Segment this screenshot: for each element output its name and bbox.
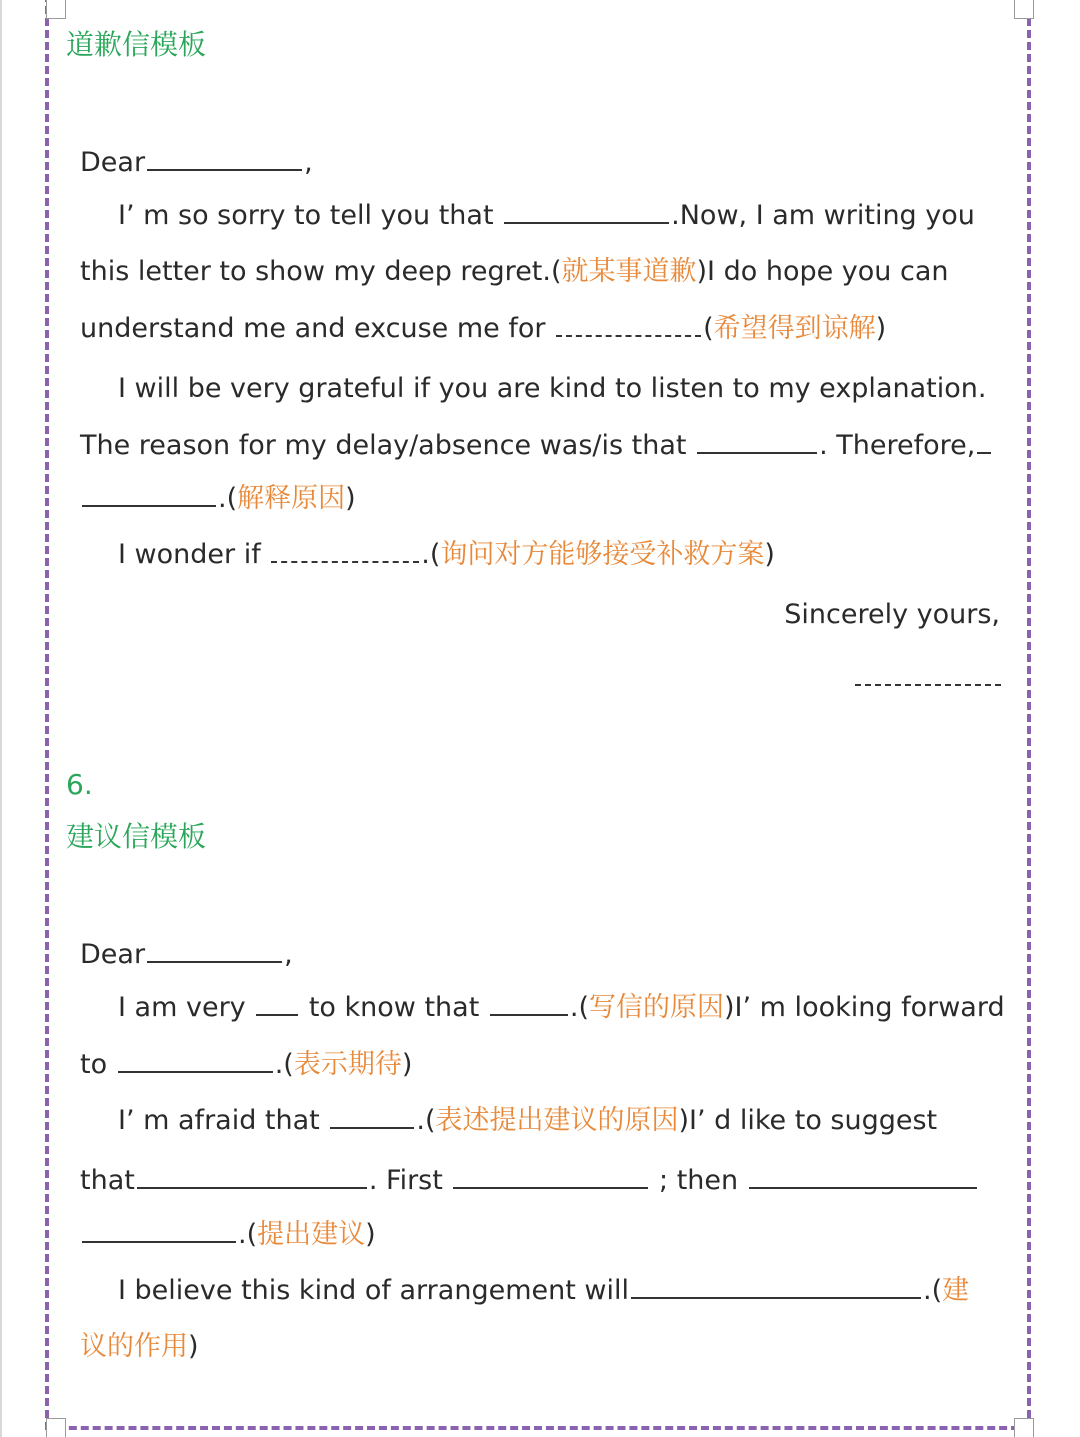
dear-text: Dear <box>80 939 146 970</box>
blank-line <box>697 428 817 454</box>
text: .( <box>238 1219 258 1250</box>
blank-line <box>977 428 991 454</box>
cn-hint: 希望得到谅解 <box>713 313 876 344</box>
text: to know that <box>308 992 480 1023</box>
apology-heading: 道歉信模板 <box>66 28 207 61</box>
cn-hint: 写信的原因 <box>589 992 725 1023</box>
cn-hint: 就某事道歉 <box>561 256 697 287</box>
cn-hint: 解释原因 <box>237 483 346 514</box>
suggestion-line-7 <box>80 1329 199 1365</box>
text: )I do hope you can <box>696 256 949 287</box>
section-number: 6. <box>66 768 93 801</box>
apology-salutation <box>80 145 313 181</box>
blank-line <box>749 1163 977 1189</box>
dear-text: Dear <box>80 147 146 178</box>
text: .( <box>416 1105 436 1136</box>
dashed-blank <box>556 311 701 337</box>
text: .Now, I am writing you <box>671 200 975 231</box>
comma-text: , <box>304 147 313 178</box>
blank-line <box>330 1103 414 1129</box>
suggestion-line-1 <box>118 990 1005 1026</box>
apology-line-2 <box>80 254 949 290</box>
blank-line <box>118 1047 273 1073</box>
comma-text: , <box>284 939 293 970</box>
blank-line <box>504 198 669 224</box>
text: )I’ d like to suggest <box>678 1105 938 1136</box>
text: ) <box>764 539 775 570</box>
corner-mark <box>1014 0 1034 19</box>
blank-line <box>137 1163 367 1189</box>
suggestion-line-6 <box>118 1273 969 1309</box>
text: . First <box>368 1165 443 1196</box>
text: .( <box>922 1275 943 1306</box>
apology-line-4: I will be very grateful if you are kind to listen to my explanation. <box>118 373 987 404</box>
blank-line <box>82 481 216 507</box>
cn-hint: 询问对方能够接受补救方案 <box>440 539 765 570</box>
corner-mark <box>46 0 66 19</box>
apology-line-5 <box>80 428 993 464</box>
text: . Therefore, <box>819 430 976 461</box>
suggestion-salutation <box>80 937 293 973</box>
text: ) <box>875 313 887 344</box>
text: )I’ m looking forward <box>724 992 1005 1023</box>
cn-hint: 议的作用 <box>80 1331 188 1362</box>
apology-line-1 <box>118 198 975 234</box>
text: .( <box>569 992 590 1023</box>
suggestion-line-4 <box>80 1163 979 1199</box>
apology-closing: Sincerely yours, <box>784 599 1000 630</box>
cn-hint: 建 <box>942 1275 970 1306</box>
suggestion-line-2 <box>80 1047 412 1083</box>
apology-line-7 <box>118 537 775 573</box>
page-edge <box>0 0 2 1437</box>
blank-line <box>453 1163 648 1189</box>
text: ) <box>345 483 356 514</box>
text: .( <box>218 483 238 514</box>
text: The reason for my delay/absence was/is that <box>80 430 687 461</box>
cn-hint: 表述提出建议的原因 <box>435 1105 679 1136</box>
text: I wonder if <box>118 539 261 570</box>
text: ( <box>703 313 714 344</box>
text: I’ m afraid that <box>118 1105 320 1136</box>
signature-line <box>853 660 1003 696</box>
text: this letter to show my deep regret.( <box>80 256 562 287</box>
text: I am very <box>118 992 246 1023</box>
text: ; then <box>659 1165 739 1196</box>
text: .( <box>274 1049 294 1080</box>
apology-line-3 <box>80 311 886 347</box>
suggestion-line-5 <box>80 1217 376 1253</box>
corner-mark <box>1014 1418 1034 1437</box>
blank-line <box>147 145 302 171</box>
dashed-blank <box>271 537 419 563</box>
text: to <box>80 1049 108 1080</box>
dashed-blank <box>855 660 1001 686</box>
blank-line <box>82 1217 236 1243</box>
text: I’ m so sorry to tell you that <box>118 200 494 231</box>
text: I believe this kind of arrangement will <box>118 1275 629 1306</box>
blank-line <box>490 990 568 1016</box>
text: .( <box>421 539 441 570</box>
suggestion-heading: 建议信模板 <box>66 820 207 853</box>
cn-hint: 表示期待 <box>293 1049 402 1080</box>
cn-hint: 提出建议 <box>257 1219 366 1250</box>
apology-line-6 <box>80 481 356 517</box>
text: ) <box>365 1219 376 1250</box>
text: that <box>80 1165 135 1196</box>
text: ) <box>188 1331 199 1362</box>
blank-line <box>631 1273 921 1299</box>
corner-mark <box>46 1418 66 1437</box>
suggestion-line-3 <box>118 1103 937 1139</box>
text: ) <box>401 1049 413 1080</box>
blank-line <box>256 990 298 1016</box>
text: understand me and excuse me for <box>80 313 546 344</box>
blank-line <box>147 937 282 963</box>
